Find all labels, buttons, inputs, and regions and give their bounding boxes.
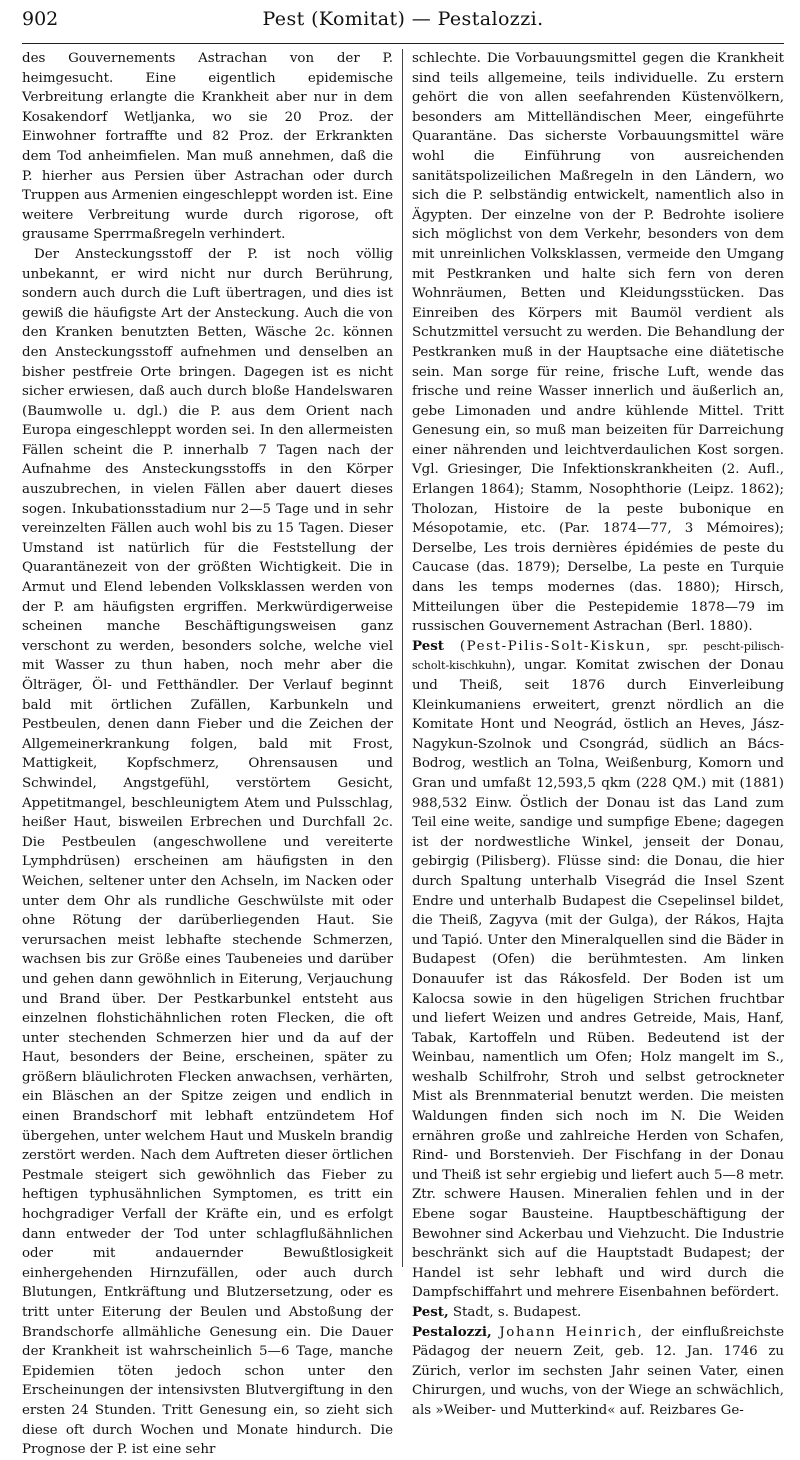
entry-pestalozzi bbox=[412, 1323, 784, 1421]
running-head: Pest (Komitat) — Pestalozzi. bbox=[262, 8, 544, 30]
entry-lemma: Pest, bbox=[412, 1304, 449, 1320]
entry-pronunciation: spr. pescht-pilisch-scholt-kischkuhn bbox=[412, 639, 784, 673]
entry-alias: (Pest-Pilis-Solt-Kiskun, bbox=[459, 638, 653, 654]
left-paragraph-2: Der Ansteckungsstoff der P. ist noch völlig unbekannt, er wird nicht nur durch Berührung, sondern auch durch die Luft übertragen, und dies ist gewiß die häufigste Art der Ansteckung. Auch die von den Kranken benutzten Betten, Wäsche 2c. können den Ansteckungsstoff aufnehmen und denselben an bisher pestfreie Orte bringen. Dagegen ist es nicht sicher erwiesen, daß auch durch bloße Handelswaren (Baumwolle u. dgl.) die P. aus dem Orient nach Europa eingeschleppt worden sei. In den allermeisten Fällen scheint die P. innerhalb 7 Tagen nach der Aufnahme des Ansteckungsstoffs in den Körper auszubrechen, in vielen Fällen aber dauert dieses sogen. Inkubationsstadium nur 2—5 Tage und in sehr vereinzelten Fällen auch wohl bis zu 15 Tagen. Dieser Umstand ist natürlich für die Feststellung der Quarantänezeit von der größten Wichtigkeit. Die in Armut und Elend lebenden Volksklassen werden von der P. am häufigsten ergriffen. Merkwürdigerweise scheinen manche Beschäftigungsweisen ganz verschont zu werden, besonders solche, welche viel mit Wasser zu thun haben, noch mehr aber die Ölträger, Öl- und Fetthändler. Der Verlauf beginnt bald mit örtlichen Zufällen, Karbunkeln und Pestbeulen, denen dann Fieber und die Zeichen der Allgemeinerkrankung folgen, bald mit Frost, Mattigkeit, Kopfschmerz, Ohrensausen und Schwindel, Angstgefühl, verstörtem Gesicht, Appetitmangel, beschleunigtem Atem und Pulsschlag, heißer Haut, bisweilen Erbrechen und Durchfall 2c. Die Pestbeulen (angeschwollene und vereiterte Lymphdrüsen) erscheinen am häufigsten in den Weichen, seltener unter den Achseln, im Nacken oder unter dem Ohr als rundliche Geschwülste mit oder ohne Rötung der darüberliegenden Haut. Sie verursachen meist lebhafte stechende Schmerzen, wachsen bis zur Größe eines Taubeneies und darüber und gehen dann gewöhnlich in Eiterung, Verjauchung und Brand über. Der Pestkarbunkel entsteht aus einzelnen flohstichähnlichen roten Flecken, die oft unter stechenden Schmerzen hier und da auf der Haut, besonders der Beine, erscheinen, später zu größern bläulichroten Flecken anwachsen, verhärten, ein Bläschen an der Spitze zeigen und endlich in einen Brandschorf mit lebhaft entzündetem Hof übergehen, unter welchem Haut und Muskeln brandig zerstört werden. Nach dem Auftreten dieser örtlichen Pestmale steigert sich gewöhnlich das Fieber zu heftigen typhusähnlichen Symptomen, es tritt ein hochgradiger Verfall der Kräfte ein, und es erfolgt dann entweder der Tod unter schlagflußähnlichen oder mit andauernder Bewußtlosigkeit einhergehenden Hirnzufällen, oder auch durch Blutungen, Entkräftung und Blutzersetzung, oder es tritt unter Eiterung der Beulen und Abstoßung der Brandschorfe allmähliche Genesung ein. Die Dauer der Krankheit ist wahrscheinlich 5—6 Tage, manche Epidemien töten jedoch schon unter den Erscheinungen der intensivsten Blutvergiftung in den ersten 24 Stunden. Tritt Genesung ein, so zieht sich diese oft durch Wochen und Monate hindurch. Die Prognose der P. ist eine sehr bbox=[22, 246, 394, 1458]
entry-lemma: Pestalozzi, bbox=[412, 1323, 492, 1340]
right-paragraph-1: schlechte. Die Vorbauungsmittel gegen die Krankheit sind teils allgemeine, teils individuelle. Zu erstern gehört die von allen seefahrenden Küstenvölkern, besonders am Mittelländischen Meer, eingeführte Quarantäne. Das sicherste Vorbauungsmittel wäre wohl die Einführung von ausreichenden sanitätspolizeilichen Maßregeln in den Ländern, wo sich die P. selbständig entwickelt, namentlich also in Ägypten. Der einzelne von der P. Bedrohte isoliere sich möglichst von dem Verkehr, besonders von dem mit unreinlichen Volksklassen, vermeide den Umgang mit Pestkranken und halte sich fern von deren Wohnräumen, Betten und Kleidungsstücken. Das Einreiben des Körpers mit Baumöl verdient als Schutzmittel versucht zu werden. Die Behandlung der Pestkranken muß in der Hauptsache eine diätetische sein. Man sorge für reine, frische Luft, wende das frische und reine Wasser innerlich und äußerlich an, gebe Limonaden und andre kühlende Mittel. Tritt Genesung ein, so muß man beizeiten für Darreichung einer nährenden und leichtverdaulichen Kost sorgen. Vgl. Griesinger, Die Infektionskrankheiten (2. Aufl., Erlangen 1864); Stamm, Nosophthorie (Leipz. 1862); Tholozan, Histoire de la peste bubonique en Mésopotamie, etc. (Par. 1874—77, 3 Mémoires); Derselbe, Les trois dernières épidémies de peste du Caucase (das. 1879); Derselbe, La peste en Turquie dans les temps modernes (das. 1880); Hirsch, Mitteilungen über die Pestepidemie 1878—79 im russischen Gouvernement Astrachan (Berl. 1880). bbox=[412, 51, 784, 635]
entry-alias: Johann Heinrich, bbox=[499, 1324, 644, 1340]
entry-lemma: Pest bbox=[412, 637, 444, 654]
entry-text: ), ungar. Komitat zwischen der Donau und Theiß, seit 1876 durch Einverleibung Kleinkumaniens erweitert, grenzt nördlich an die Komitate Hont und Neográd, östlich an Heves, Jász-Nagykun-Szolnok und Csongrád, südlich an Bács-Bodrog, westlich an Tolna, Weißenburg, Komorn und Gran und umfaßt 12,593,5 qkm (228 QM.) mit (1881) 988,532 Einw. Östlich der Donau ist das Land zum Teil eine weite, sandige und sumpfige Ebene; dagegen ist der nordwestliche Winkel, jenseit der Donau, gebirgig (Pilisberg). Flüsse sind: die Donau, die hier durch Spaltung unterhalb Visegrád die Insel Szent Endre und unterhalb Budapest die Csepelinsel bildet, die Theiß, Zagyva (mit der Gulga), der Rákos, Hajta und Tapió. Unter den Mineralquellen sind die Bäder in Budapest (Ofen) die berühmtesten. Am linken Donauufer ist das Rákosfeld. Der Boden ist um Kalocsa sowie in den hügeligen Strichen fruchtbar und liefert Weizen und andres Getreide, Mais, Hanf, Tabak, Kartoffeln und Rüben. Bedeutend ist der Weinbau, namentlich um Ofen; Holz mangelt im S., weshalb Schilfrohr, Stroh und selbst getrockneter Mist als Brennmaterial benutzt werden. Die meisten Waldungen finden sich noch im N. Die Weiden ernähren große und zahlreiche Herden von Schafen, Rind- und Borstenvieh. Der Fischfang in der Donau und Theiß ist sehr ergiebig und liefert auch 5—8 metr. Ztr. schwere Hausen. Mineralien fehlen und in der Ebene sogar Bausteine. Hauptbeschäftigung der Bewohner sind Ackerbau und Viehzucht. Die Industrie beschränkt sich auf die Hauptstadt Budapest; der Handel ist sehr lebhaft und wird durch die Dampfschiffahrt und mehrere Eisenbahnen befördert. bbox=[412, 658, 784, 1301]
page-header bbox=[22, 8, 784, 44]
entry-pest-komitat bbox=[412, 637, 784, 1303]
entry-pest-stadt bbox=[412, 1303, 784, 1323]
text-columns bbox=[22, 49, 784, 1458]
left-column bbox=[22, 49, 403, 1458]
entry-text: der einflußreichste Pädagog der neuern Zeit, geb. 12. Jan. 1746 zu Zürich, verlor im sechsten Jahr seinen Vater, einen Chirurgen, und wuchs, von der Wiege an schwächlich, als »Weiber- und Mutterkind« auf. Reizbares Ge- bbox=[412, 1324, 784, 1418]
right-column bbox=[403, 49, 784, 1418]
left-paragraph-1: des Gouvernements Astrachan von der P. heimgesucht. Eine eigentlich epidemische Verbreitung erlangte die Krankheit aber nur in dem Kosakendorf Wetljanka, wo sie 20 Proz. der Einwohner fortraffte und 82 Proz. der Erkrankten dem Tod anheimfielen. Man muß annehmen, daß die P. hierher aus Persien über Astrachan oder durch Truppen aus Armenien eingeschleppt worden ist. Eine weitere Verbreitung wurde durch rigorose, oft grausame Sperrmaßregeln verhindert. bbox=[22, 51, 393, 243]
page-number: 902 bbox=[22, 8, 59, 30]
entry-text: Stadt, s. Budapest. bbox=[448, 1305, 582, 1320]
